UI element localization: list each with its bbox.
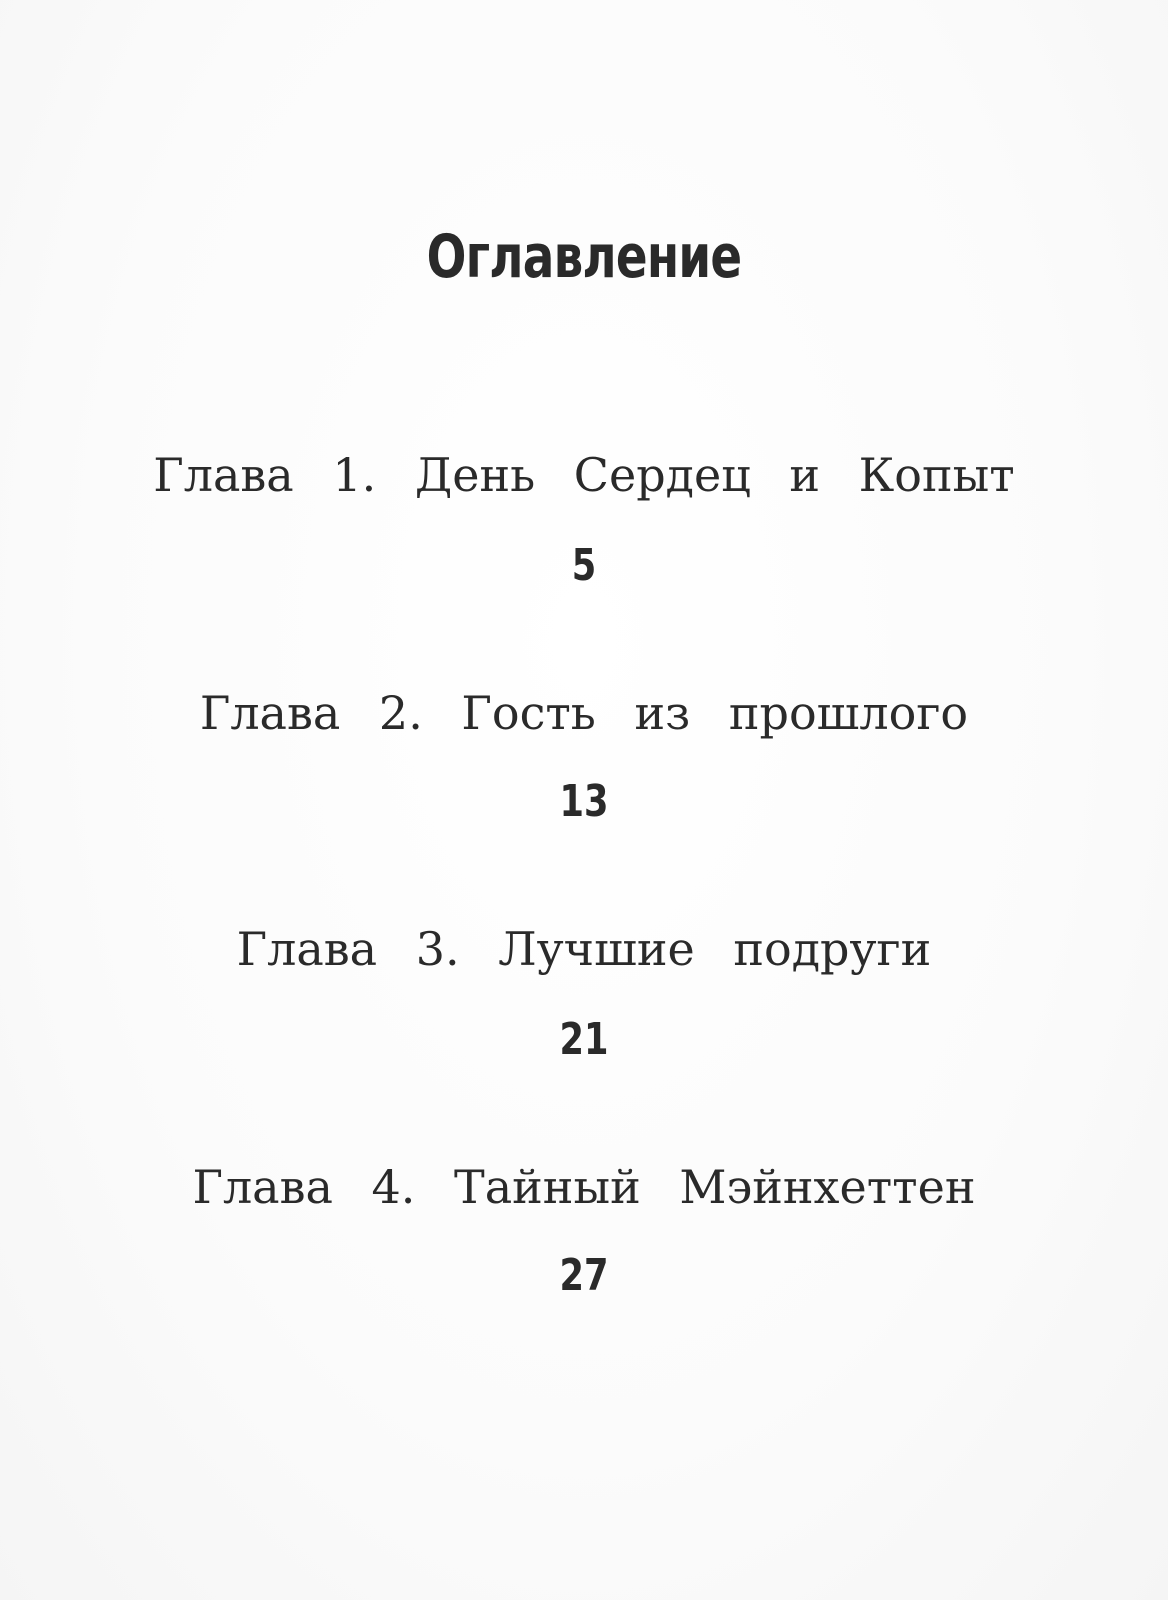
- toc-entry-title-1: Глава 1. День Сердец и Копыт: [153, 448, 1015, 502]
- toc-entry-title-3: Глава 3. Лучшие подруги: [236, 922, 932, 976]
- toc-entry-page-2: 13: [559, 776, 609, 827]
- show-through-shadow: [250, 0, 810, 60]
- toc-entry-page-1: 5: [571, 540, 597, 591]
- toc-entry-title-2: Глава 2. Гость из прошлого: [199, 686, 969, 740]
- toc-entry-page-4: 27: [559, 1250, 609, 1301]
- toc-heading: Оглавление: [426, 222, 742, 292]
- toc-entry-title-4: Глава 4. Тайный Мэйнхеттен: [192, 1160, 976, 1214]
- toc-entry-page-3: 21: [559, 1014, 609, 1065]
